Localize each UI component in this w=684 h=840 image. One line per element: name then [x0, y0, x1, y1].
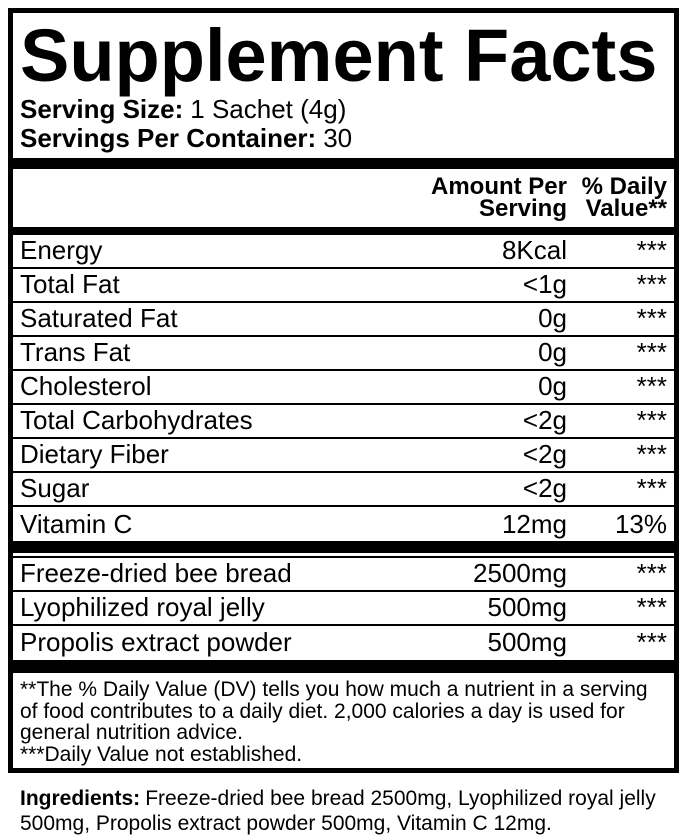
servings-per-container-value: 30: [323, 123, 353, 153]
nutrient-name: Cholesterol: [20, 370, 152, 401]
ingredient-amount: 2500mg: [473, 557, 567, 588]
ingredient-dv: ***: [636, 557, 667, 588]
ingredient-row: [13, 558, 674, 592]
nutrient-row: [13, 439, 674, 473]
nutrient-row: [13, 235, 674, 269]
nutrient-amount: <2g: [522, 472, 567, 503]
ingredient-name: Freeze-dried bee bread: [20, 557, 292, 588]
nutrient-row: [13, 507, 674, 541]
nutrient-amount: 8Kcal: [501, 234, 567, 265]
serving-size-label: Serving Size:: [20, 94, 184, 124]
amount-per-serving-header: [20, 173, 567, 222]
nutrient-amount: 0g: [538, 370, 567, 401]
ingredient-name: Lyophilized royal jelly: [20, 591, 265, 622]
ingredient-row: [13, 626, 674, 658]
ingredient-amount: 500mg: [487, 591, 567, 622]
amount-header-line2: Serving: [478, 195, 567, 222]
nutrient-dv: 13%: [614, 508, 667, 539]
ingredients-label: Ingredients:: [20, 787, 141, 810]
nutrient-name: Total Fat: [20, 268, 120, 299]
ingredient-row: [13, 592, 674, 626]
nutrient-dv: ***: [636, 472, 667, 503]
nutrient-row: [13, 473, 674, 507]
facts-panel: [8, 8, 679, 773]
ingredients-section: [20, 786, 668, 836]
ingredient-dv: ***: [636, 591, 667, 622]
nutrient-dv: ***: [636, 336, 667, 367]
thick-divider-middle: [13, 541, 674, 553]
column-header-row: [20, 169, 667, 227]
serving-size-line: [20, 95, 667, 124]
nutrient-name: Energy: [20, 234, 103, 265]
nutrient-row: [13, 371, 674, 405]
nutrient-dv: ***: [636, 404, 667, 435]
dv-header-line1: % Daily: [581, 173, 667, 200]
servings-per-container-line: [20, 124, 667, 153]
nutrient-amount: 0g: [538, 336, 567, 367]
nutrient-amount: <2g: [522, 438, 567, 469]
nutrient-name: Dietary Fiber: [20, 438, 169, 469]
nutrient-name: Vitamin C: [20, 508, 133, 539]
nutrient-amount: <2g: [522, 404, 567, 435]
nutrient-amount: 0g: [538, 302, 567, 333]
amount-header-line1: Amount Per: [430, 173, 567, 200]
serving-size-value: 1 Sachet (4g): [190, 94, 347, 124]
nutrient-name: Sugar: [20, 472, 90, 503]
thick-divider-bottom: [13, 660, 674, 673]
nutrient-amount: <1g: [522, 268, 567, 299]
nutrient-row: [13, 303, 674, 337]
ingredient-amount: 500mg: [487, 626, 567, 657]
nutrient-amount: 12mg: [501, 508, 567, 539]
nutrient-dv: ***: [636, 302, 667, 333]
thick-divider-top: [13, 158, 674, 169]
footnote-daily-value: **The % Daily Value (DV) tells you how much a nutrient in a serving of food contributes to a daily diet. 2,000 calories a day is used for general nutrition advice.: [20, 678, 648, 744]
page-title: Supplement Facts: [20, 14, 658, 97]
nutrient-dv: ***: [636, 234, 667, 265]
ingredients-text: Freeze-dried bee bread 2500mg, Lyophilized royal jelly 500mg, Propolis extract powder 500mg, Vitamin C 12mg.: [20, 787, 656, 835]
ingredient-name: Propolis extract powder: [20, 626, 292, 657]
nutrient-name: Trans Fat: [20, 336, 131, 367]
nutrient-name: Total Carbohydrates: [20, 404, 253, 435]
nutrient-dv: ***: [636, 370, 667, 401]
nutrient-row: [13, 269, 674, 303]
dv-header-line2: Value**: [585, 195, 667, 222]
nutrient-dv: ***: [636, 438, 667, 469]
footnote-not-established: ***Daily Value not established.: [20, 742, 303, 766]
nutrient-row: [13, 337, 674, 371]
ingredient-dv: ***: [636, 626, 667, 657]
nutrient-name: Saturated Fat: [20, 302, 178, 333]
percent-daily-value-header: [567, 173, 667, 222]
servings-per-container-label: Servings Per Container:: [20, 123, 317, 153]
nutrient-row: [13, 405, 674, 439]
footnote: [20, 673, 667, 765]
nutrient-dv: ***: [636, 268, 667, 299]
